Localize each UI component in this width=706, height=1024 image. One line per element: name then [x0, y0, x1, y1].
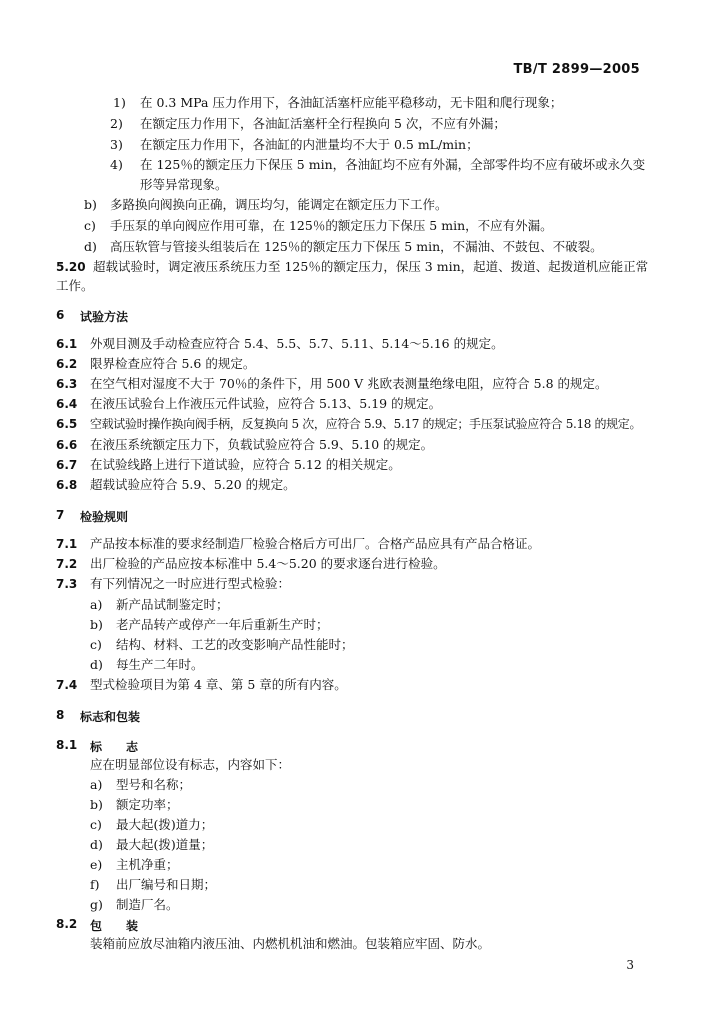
clause-number: 6.7	[56, 458, 78, 472]
clause-text: 出厂检验的产品应按本标准中 5.4～5.20 的要求逐台进行检验。	[90, 556, 446, 571]
clause-number: 6.2	[56, 357, 78, 371]
clause-text: 空载试验时操作换向阀手柄，反复换向 5 次，应符合 5.9、5.17 的规定；手压泵试验应符合 5.18 的规定。	[90, 417, 642, 431]
clause-number: 8.1	[56, 738, 78, 752]
clause-text: 应在明显部位设有标志，内容如下：	[90, 757, 291, 772]
list-item-text: 多路换向阀换向正确，调压均匀，能调定在额定压力下工作。	[110, 197, 448, 212]
list-item-label: d)	[90, 657, 103, 672]
list-item-text: 最大起(拨)道量；	[116, 837, 214, 852]
clause-number: 7.1	[56, 537, 78, 551]
list-item-text: 形等异常现象。	[140, 177, 228, 192]
clause-text: 型式检验项目为第 4 章、第 5 章的所有内容。	[90, 677, 347, 692]
list-item-label: f)	[90, 877, 100, 892]
clause-number: 6.4	[56, 397, 78, 411]
section-number: 6	[56, 308, 65, 322]
clause-text: 在试验线路上进行下道试验，应符合 5.12 的相关规定。	[90, 457, 401, 472]
list-item-label: 3)	[110, 137, 123, 152]
section-title: 检验规则	[80, 510, 129, 524]
list-item-label: e)	[90, 857, 103, 872]
clause-number: 8.2	[56, 917, 78, 931]
clause-title: 包 装	[90, 919, 139, 933]
list-item-text: 手压泵的单向阀应作用可靠，在 125％的额定压力下保压 5 min，不应有外漏。	[110, 218, 553, 233]
document-code: TB/T 2899—2005	[513, 62, 640, 77]
list-item-text: 在额定压力作用下，各油缸活塞杆全行程换向 5 次，不应有外漏；	[140, 116, 506, 131]
clause-text: 外观目测及手动检查应符合 5.4、5.5、5.7、5.11、5.14～5.16 的规定。	[90, 336, 504, 351]
list-item-text: 老产品转产或停产一年后重新生产时；	[116, 617, 329, 632]
list-item-text: 制造厂名。	[116, 897, 179, 912]
section-title: 标志和包装	[80, 710, 141, 724]
clause-number: 7.4	[56, 678, 78, 692]
clause-number: 6.3	[56, 377, 78, 391]
list-item-text: 结构、材料、工艺的改变影响产品性能时；	[116, 637, 354, 652]
clause-number: 7.3	[56, 577, 78, 591]
list-item-label: c)	[90, 817, 102, 832]
list-item-text: 型号和名称；	[116, 777, 192, 792]
clause-number: 6.1	[56, 337, 78, 351]
section-number: 7	[56, 508, 65, 522]
clause-number: 7.2	[56, 557, 78, 571]
list-item-label: b)	[90, 797, 103, 812]
list-item-text: 出厂编号和日期；	[116, 877, 217, 892]
section-number: 8	[56, 708, 65, 722]
clause-text: 在液压系统额定压力下，负载试验应符合 5.9、5.10 的规定。	[90, 437, 434, 452]
list-item-text: 在 125％的额定压力下保压 5 min，各油缸均不应有外漏，全部零件均不应有破坏或永久变	[140, 157, 646, 172]
clause-text: 有下列情况之一时应进行型式检验：	[90, 576, 291, 591]
list-item-text: 主机净重；	[116, 857, 179, 872]
list-item-text: 额定功率；	[116, 797, 179, 812]
clause-number: 5.20	[56, 260, 86, 274]
list-item-label: b)	[84, 197, 97, 212]
list-item-label: d)	[90, 837, 103, 852]
clause-text: 超载试验时，调定液压系统压力至 125％的额定压力，保压 3 min，起道、拨道、起拨道机应能正常	[93, 259, 649, 274]
clause-number: 6.6	[56, 438, 78, 452]
clause-text: 超载试验应符合 5.9、5.20 的规定。	[90, 477, 296, 492]
section-title: 试验方法	[80, 310, 129, 324]
list-item-text: 新产品试制鉴定时；	[116, 597, 229, 612]
list-item-text: 高压软管与管接头组装后在 125％的额定压力下保压 5 min，不漏油、不鼓包、不破裂。	[110, 239, 603, 254]
list-item-text: 在额定压力作用下，各油缸的内泄量均不大于 0.5 mL/min；	[140, 137, 479, 152]
list-item-label: d)	[84, 239, 97, 254]
clause-text: 产品按本标准的要求经制造厂检验合格后方可出厂。合格产品应具有产品合格证。	[90, 536, 541, 551]
list-item-text: 每生产二年时。	[116, 657, 204, 672]
list-item-label: c)	[84, 218, 96, 233]
list-item-label: g)	[90, 897, 103, 912]
clause-title: 标 志	[90, 740, 139, 754]
list-item-label: a)	[90, 777, 103, 792]
clause-text: 在液压试验台上作液压元件试验，应符合 5.13、5.19 的规定。	[90, 396, 442, 411]
clause-text: 装箱前应放尽油箱内液压油、内燃机机油和燃油。包装箱应牢固、防水。	[90, 936, 491, 951]
clause-number: 6.8	[56, 478, 78, 492]
list-item-text: 最大起(拨)道力；	[116, 817, 214, 832]
page-number: 3	[626, 958, 634, 972]
list-item-label: 4)	[110, 157, 123, 172]
list-item-text: 在 0.3 MPa 压力作用下，各油缸活塞杆应能平稳移动，无卡阻和爬行现象；	[140, 95, 563, 110]
clause-text: 工作。	[56, 278, 94, 293]
clause-number: 6.5	[56, 417, 78, 431]
list-item-label: c)	[90, 637, 102, 652]
list-item-label: 1)	[113, 95, 126, 110]
list-item-label: 2)	[110, 116, 123, 131]
clause-text: 在空气相对湿度不大于 70％的条件下，用 500 V 兆欧表测量绝缘电阻，应符合 5.8 的规定。	[90, 376, 608, 391]
clause-text: 限界检查应符合 5.6 的规定。	[90, 356, 256, 371]
list-item-label: b)	[90, 617, 103, 632]
list-item-label: a)	[90, 597, 103, 612]
